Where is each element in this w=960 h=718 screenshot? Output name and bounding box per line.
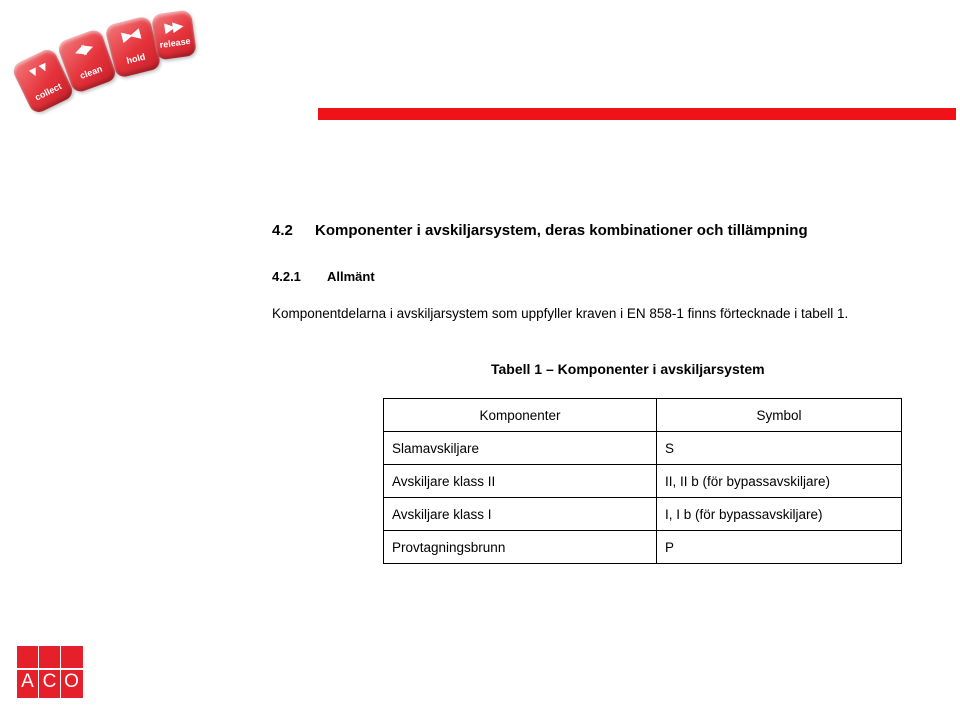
fast-forward-icon: ▶▶: [163, 18, 182, 36]
table-row: [384, 531, 902, 564]
section-number: 4.2: [272, 222, 293, 239]
table-row: [384, 498, 902, 531]
release-key: [151, 9, 197, 60]
table-cell: S: [657, 432, 902, 465]
arrows-down-icon: ▼▼: [24, 58, 51, 82]
table-cell: II, II b (för bypassavskiljare): [657, 465, 902, 498]
table-row: [384, 465, 902, 498]
table-cell: P: [657, 531, 902, 564]
section-title: Komponenter i avskiljarsystem, deras kombinationer och tillämpning: [315, 222, 808, 239]
arrows-in-icon: ▶◀: [120, 25, 140, 45]
logo-letter-o: O: [64, 671, 79, 692]
aco-logo: [17, 646, 83, 698]
table-cell: Slamavskiljare: [384, 432, 657, 465]
release-label: release: [159, 35, 192, 51]
logo-letter-a: A: [21, 671, 34, 692]
table-cell: Avskiljare klass II: [384, 465, 657, 498]
table-cell: Avskiljare klass I: [384, 498, 657, 531]
column-header: Symbol: [657, 399, 902, 432]
components-table: [383, 398, 902, 564]
logo-letter-c: C: [42, 671, 57, 692]
hold-label: hold: [125, 51, 147, 66]
subsection-number: 4.2.1: [272, 269, 301, 284]
subsection-heading: [272, 269, 375, 284]
arrows-out-icon: ◀▶: [72, 39, 93, 60]
table-row: [384, 432, 902, 465]
body-paragraph: Komponentdelarna i avskiljarsystem som uppfyller kraven i EN 858-1 finns förtecknade i tabell 1.: [272, 306, 849, 321]
clean-label: clean: [78, 63, 104, 81]
column-header: Komponenter: [384, 399, 657, 432]
header-red-bar: [318, 108, 956, 120]
subsection-title: Allmänt: [327, 269, 375, 284]
logo-buttons: [12, 8, 212, 118]
table-cell: Provtagningsbrunn: [384, 531, 657, 564]
table-cell: I, I b (för bypassavskiljare): [657, 498, 902, 531]
table-header-row: [384, 399, 902, 432]
section-heading: [272, 222, 808, 239]
collect-label: collect: [33, 81, 64, 103]
table-caption: Tabell 1 – Komponenter i avskiljarsystem: [491, 361, 765, 377]
